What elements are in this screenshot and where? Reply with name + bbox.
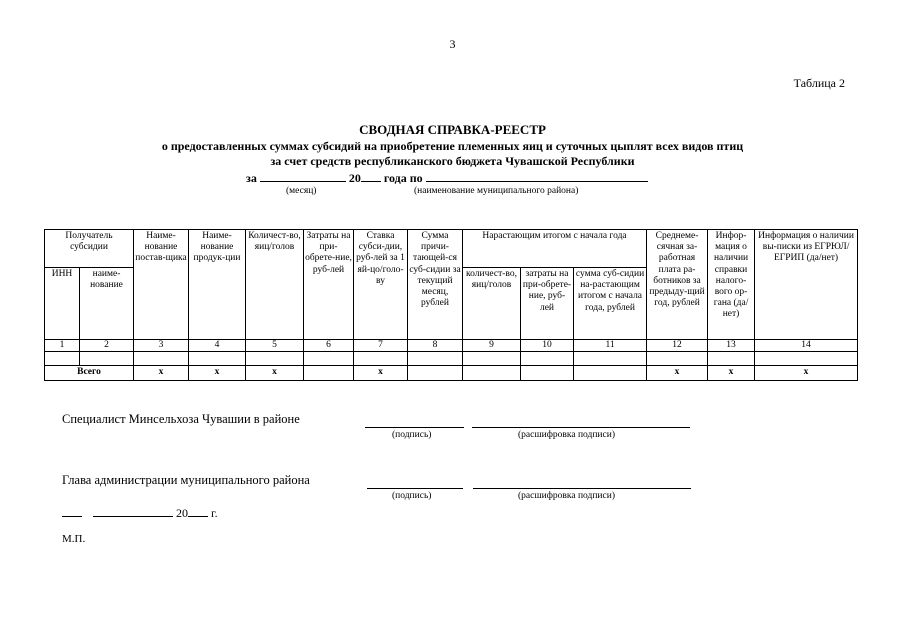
document-title: СВОДНАЯ СПРАВКА-РЕЕСТР	[359, 122, 546, 137]
header-product: Наиме-нование продук-ции	[189, 230, 246, 340]
header-quantity: Количест-во, яиц/голов	[246, 230, 304, 340]
date-line	[62, 505, 218, 521]
table-cell[interactable]	[246, 352, 304, 366]
total-cell	[574, 366, 647, 381]
column-number: 13	[708, 340, 755, 352]
head-title: Глава администрации муниципального района	[62, 473, 310, 487]
total-cell	[521, 366, 574, 381]
year-blank[interactable]	[361, 170, 381, 182]
header-avg-salary: Среднеме-сячная за-работная плата ра-ботников за предыду-щий год, рублей	[647, 230, 708, 340]
header-sum-due: Сумма причи-тающей-ся суб-сидии за текущий месяц, рублей	[408, 230, 463, 340]
column-number: 10	[521, 340, 574, 352]
table-cell[interactable]	[304, 352, 354, 366]
table-label: Таблица 2	[793, 76, 845, 90]
table-cell[interactable]	[521, 352, 574, 366]
total-cell: х	[708, 366, 755, 381]
column-number: 14	[755, 340, 858, 352]
total-label: Всего	[45, 366, 134, 381]
header-egrul-info: Информация о наличии вы-писки из ЕГРЮЛ/ЕГРИП (да/нет)	[755, 230, 858, 340]
data-row	[45, 352, 858, 366]
total-cell: х	[755, 366, 858, 381]
header-inn: ИНН	[45, 268, 80, 340]
table-cell[interactable]	[463, 352, 521, 366]
day-blank[interactable]	[62, 505, 82, 517]
column-number: 9	[463, 340, 521, 352]
total-cell: х	[189, 366, 246, 381]
header-recipient: Получатель субсидии	[45, 230, 134, 268]
total-cell: х	[134, 366, 189, 381]
column-numbers-row	[45, 340, 858, 352]
registry-table	[44, 229, 858, 381]
date-year-prefix: 20	[176, 506, 188, 520]
specialist-sign-hint: (подпись)	[392, 430, 432, 440]
table-cell[interactable]	[708, 352, 755, 366]
column-number: 11	[574, 340, 647, 352]
total-cell: х	[354, 366, 408, 381]
document-subtitle-line1: о предоставленных суммах субсидий на приобретение племенных яиц и суточных цыплят всех видов птиц	[161, 139, 744, 153]
head-sign-hint: (подпись)	[392, 491, 432, 501]
column-number: 5	[246, 340, 304, 352]
column-number: 6	[304, 340, 354, 352]
header-tax-info: Инфор-мация о наличии справки налого-вого ор-гана (да/нет)	[708, 230, 755, 340]
table-cell[interactable]	[574, 352, 647, 366]
table-cell[interactable]	[647, 352, 708, 366]
column-number: 4	[189, 340, 246, 352]
stamp-place: М.П.	[62, 533, 86, 545]
period-line	[246, 170, 648, 186]
specialist-decode-hint: (расшифровка подписи)	[518, 430, 615, 440]
header-cum-quantity: количест-во, яиц/голов	[463, 268, 521, 340]
column-number: 3	[134, 340, 189, 352]
specialist-decode-line[interactable]	[472, 427, 690, 428]
header-cum-costs: затраты на при-обрете-ние, руб-лей	[521, 268, 574, 340]
total-row	[45, 366, 858, 381]
total-cell	[408, 366, 463, 381]
column-number: 2	[80, 340, 134, 352]
header-name: наиме-нование	[80, 268, 134, 340]
head-decode-line[interactable]	[473, 488, 691, 489]
year-prefix: 20	[348, 171, 361, 185]
header-rate: Ставка субси-дии, руб-лей за 1 яй-цо/голо-ву	[354, 230, 408, 340]
date-suffix: г.	[211, 506, 218, 520]
header-costs: Затраты на при-обрете-ние, руб-лей	[304, 230, 354, 340]
period-year-suffix: года по	[383, 171, 423, 185]
municipality-blank[interactable]	[426, 170, 648, 182]
header-cum-sum: сумма суб-сидии на-растающим итогом с начала года, рублей	[574, 268, 647, 340]
total-cell: х	[246, 366, 304, 381]
month-blank-2[interactable]	[93, 505, 173, 517]
period-prefix: за	[246, 171, 257, 185]
head-decode-hint: (расшифровка подписи)	[518, 491, 615, 501]
column-number: 1	[45, 340, 80, 352]
table-cell[interactable]	[134, 352, 189, 366]
head-signature-line[interactable]	[367, 488, 463, 489]
municipality-hint: (наименование муниципального района)	[414, 186, 579, 196]
total-cell	[463, 366, 521, 381]
table-cell[interactable]	[408, 352, 463, 366]
column-number: 12	[647, 340, 708, 352]
table-cell[interactable]	[189, 352, 246, 366]
total-cell	[304, 366, 354, 381]
header-cumulative: Нарастающим итогом с начала года	[463, 230, 647, 268]
date-year-blank[interactable]	[188, 505, 208, 517]
column-number: 8	[408, 340, 463, 352]
specialist-title: Специалист Минсельхоза Чувашии в районе	[62, 412, 300, 426]
page-number: 3	[449, 37, 456, 51]
document-subtitle-line2: за счет средств республиканского бюджета Чувашской Республики	[270, 154, 635, 168]
table-cell[interactable]	[45, 352, 80, 366]
month-blank[interactable]	[260, 170, 346, 182]
header-supplier: Наиме-нование постав-щика	[134, 230, 189, 340]
total-cell: х	[647, 366, 708, 381]
specialist-signature-line[interactable]	[365, 427, 464, 428]
month-hint: (месяц)	[286, 186, 317, 196]
table-cell[interactable]	[80, 352, 134, 366]
table-cell[interactable]	[755, 352, 858, 366]
column-number: 7	[354, 340, 408, 352]
table-cell[interactable]	[354, 352, 408, 366]
